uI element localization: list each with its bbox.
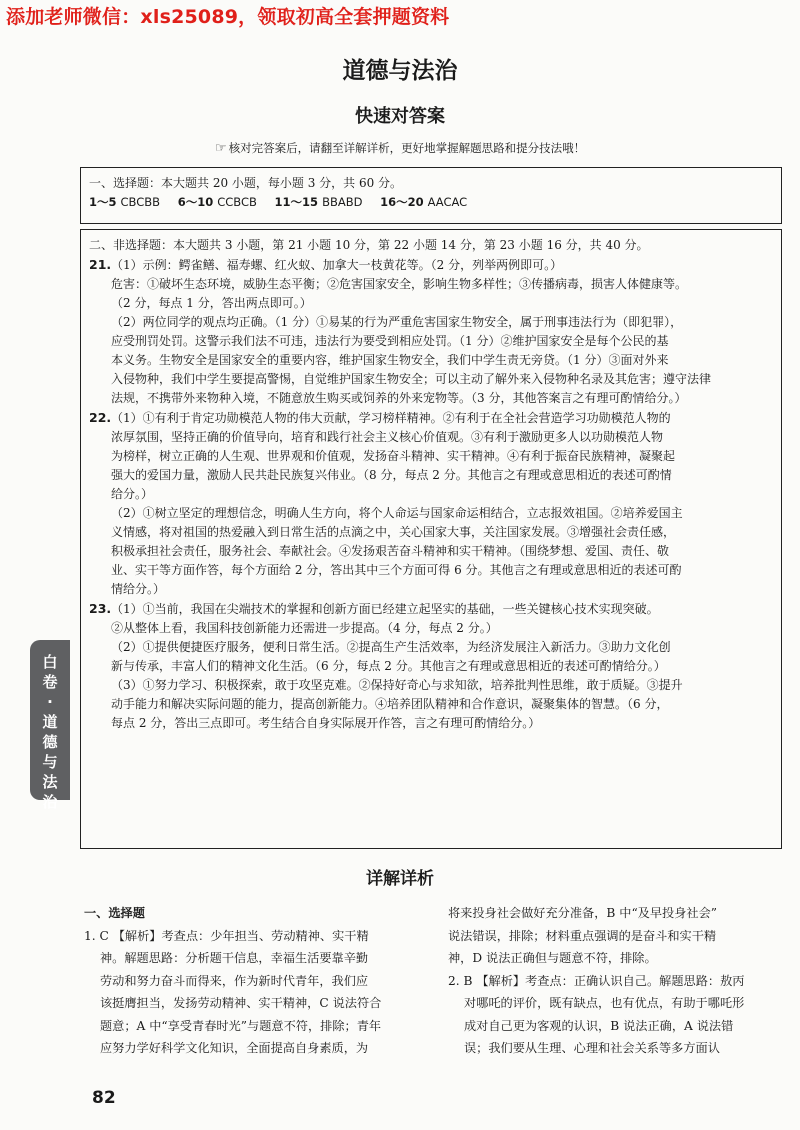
pointing-hand-icon: ☞ <box>214 141 227 156</box>
answer-group: 11～15 BBABD <box>274 195 363 209</box>
non-choice-answers-box <box>80 229 782 849</box>
question-number: 23. <box>89 601 112 616</box>
answer-group: 1～5 CBCBB <box>89 195 161 209</box>
quick-answer-title: 快速对答案 <box>355 106 445 127</box>
side-tab-label: 白 卷 · 道 德 与 法 治 <box>30 640 70 800</box>
section2-header: 二、非选择题：本大题共 3 小题，第 21 小题 10 分，第 22 小题 14 分，第 23 小题 16 分，共 40 分。 <box>89 238 649 252</box>
question-22: 22.（1）①有利于肯定功勋模范人物的伟大贡献，学习榜样精神。②有利于在全社会营造学习功勋模范人物的 浓厚氛围，坚持正确的价值导向，培育和践行社会主义核心价值观。③有利于激励更多人以功勋模范人物 为榜样，树立正确的人生观、世界观和价值观，发扬奋斗精神、实干精神。④有利于振奋民族精神，凝聚起 强大的爱国力量，激励人民共赴民族复兴伟业。（8 分，每点 2 分。其他言之有理或意思相近的表述可酌情 给分。） （2）①树立坚定的理想信念，明确人生方向，将个人命运与国家命运相结合，立志报效祖国。②培养爱国主 义情感，将对祖国的热爱融入到日常生活的点滴之中，关心国家大事，关注国家发展。③增强社会责任感， 积极承担社会责任，服务社会、奉献社会。④发扬艰苦奋斗精神和实干精神。（围绕梦想、爱国、责任、敬 业、实干等方面作答，每个方面给 2 分，答出其中三个方面可得 6 分。其他言之有理或意思相近的表述可酌 情给分。） <box>89 410 683 596</box>
question-23: 23.（1）①当前，我国在尖端技术的掌握和创新方面已经建立起坚实的基础，一些关键核心技术实现突破。 ②从整体上看，我国科技创新能力还需进一步提高。（4 分，每点 2 分。） （2）①提供便捷医疗服务，便利日常生活。②提高生产生活效率，为经济发展注入新活力。③助力文化创 新与传承，丰富人们的精神文化生活。（6 分，每点 2 分。其他言之有理或意思相近的表述可酌情给分。） （3）①努力学习、积极探索，敢于攻坚克难。②保持好奇心与求知欲，培养批判性思维，敢于质疑。③提升 动手能力和解决实际问题的能力，提高创新能力。④培养团队精神和合作意识，凝聚集体的智慧。（6 分， 每点 2 分，答出三点即可。考生结合自身实际展开作答，言之有理可酌情给分。） <box>89 601 683 730</box>
question-number: 21. <box>89 257 112 272</box>
answer-group: 16～20 AACAC <box>380 195 468 209</box>
detail-left-column: 一、选择题 1. C 【解析】考查点：少年担当、劳动精神、实干精 神。解题思路：分析题干信息，幸福生活要靠辛勤 劳动和努力奋斗而得来，作为新时代青年，我们应 该挺膺担当，发扬劳动精神、实干精神，C 说法符合 题意；A 中“享受青春时光”与题意不符，排除；青年 应努力学好科学文化知识，全面提高自身素质，为 <box>84 902 414 1060</box>
answer-group: 6～10 CCBCB <box>177 195 257 209</box>
tip-text: 核对完答案后，请翻至详解详析，更好地掌握解题思路和提分技法哦！ <box>228 141 586 155</box>
choice-answer-row <box>89 193 773 212</box>
question-number: 22. <box>89 410 112 425</box>
page-number: 82 <box>92 1088 116 1108</box>
question-21: 21.（1）示例：鳄雀鳝、福寿螺、红火蚁、加拿大一枝黄花等。（2 分，列举两例即可。） 危害：①破坏生态环境，威胁生态平衡；②危害国家安全，影响生物多样性；③传播病毒，损害人体健康等。 （2 分，每点 1 分，答出两点即可。） （2）两位同学的观点均正确。（1 分）①易某的行为严重危害国家生物安全，属于刑事违法行为（即犯罪）， 应受刑罚处罚。这警示我们法不可违，违法行为要受到相应处罚。（1 分）②维护国家安全是每个公民的基 本义务。生物安全是国家安全的重要内容，维护国家生物安全，我们中学生责无旁贷。（1 分）③面对外来 入侵物种，我们中学生要提高警惕，自觉维护国家生物安全；可以主动了解外来入侵物种名录及其危害；遵守法律 法规，不携带外来物种入境，不随意放生购买或饲养的外来宠物等。（3 分，其他答案言之有理可酌情给分。） <box>89 257 712 405</box>
tip-line <box>0 140 800 156</box>
subject-title: 道德与法治 <box>342 58 458 84</box>
choice-answers-box <box>80 167 782 224</box>
section1-header: 一、选择题：本大题共 20 小题，每小题 3 分，共 60 分。 <box>89 176 403 190</box>
promo-watermark: 添加老师微信：xls25089，领取初高全套押题资料 <box>6 6 450 28</box>
detail-section-head: 一、选择题 <box>84 906 145 920</box>
detail-title: 详解详析 <box>366 869 434 889</box>
detail-right-column: 将来投身社会做好充分准备，B 中“及早投身社会” 说法错误，排除；材料重点强调的是奋斗和实干精 神，D 说法正确但与题意不符，排除。 2. B 【解析】考查点：正确认识自己。解题思路：敖丙 对哪吒的评价，既有缺点，也有优点，有助于哪吒形 成对自己更为客观的认识，B 说法正确，A 说法错 误；我们要从生理、心理和社会关系等多方面认 <box>448 906 745 1055</box>
